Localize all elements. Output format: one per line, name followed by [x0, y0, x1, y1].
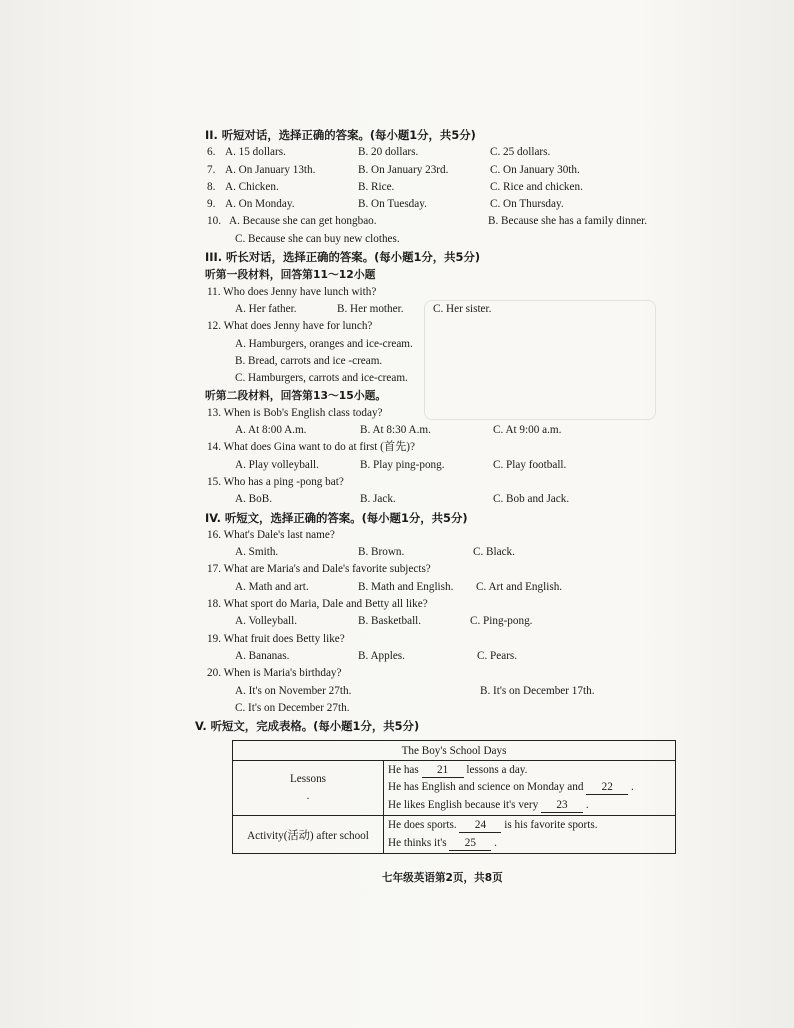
q13-option-a: A. At 8:00 A.m. [235, 424, 307, 437]
question-10-line-2 [205, 231, 675, 248]
q17-option-c: C. Art and English. [476, 580, 563, 593]
q9-option-b: B. On Tuesday. [358, 198, 427, 211]
q6-option-b: B. 20 dollars. [358, 146, 419, 159]
lessons-line-3: He likes English because it's very 23 . [388, 798, 589, 811]
q14-option-c: C. Play football. [493, 458, 567, 471]
q17-option-a: A. Math and art. [235, 580, 309, 593]
q18-option-b: B. Basketball. [358, 615, 422, 628]
table-row-activity [233, 816, 676, 854]
q12-option-c-row [205, 370, 675, 387]
table-row-lessons [233, 761, 676, 816]
lessons-label-cell [233, 761, 384, 816]
question-15-options [205, 491, 675, 508]
table-title: The Boy's School Days [233, 741, 676, 761]
question-8: 8. A. Chicken. B. Rice. C. Rice and chicken. [205, 179, 675, 196]
blank-25: 25 [449, 836, 491, 851]
listening-questions [195, 126, 675, 735]
q12-option-c: C. Hamburgers, carrots and ice-cream. [235, 372, 408, 385]
q14-option-b: B. Play ping-pong. [360, 458, 445, 471]
question-12-stem: 12. What does Jenny have for lunch? [207, 320, 373, 333]
q10-option-a: A. Because she can get hongbao. [229, 215, 377, 228]
q20-option-b: B. It's on December 17th. [480, 684, 595, 697]
section-3a-title: 听第一段材料，回答第11～12小题 [205, 268, 376, 282]
q15-option-b: B. Jack. [360, 493, 396, 506]
blank-22: 22 [586, 780, 628, 795]
blank-21: 21 [422, 763, 464, 778]
q8-option-a: A. Chicken. [225, 180, 279, 193]
question-13-options [205, 422, 675, 439]
section-3b-title: 听第二段材料，回答第13～15小题。 [205, 389, 387, 403]
question-16-options [205, 544, 675, 561]
question-17-options [205, 579, 675, 596]
q8-option-b: B. Rice. [358, 180, 395, 193]
question-11-options [205, 301, 675, 318]
question-14-stem: 14. What does Gina want to do at first (首先)? [207, 441, 415, 454]
activity-label: Activity(活动) after school [233, 816, 384, 854]
q10-option-c: C. Because she can buy new clothes. [235, 232, 400, 245]
question-11-stem: 11. Who does Jenny have lunch with? [207, 285, 377, 298]
question-19-options [205, 648, 675, 665]
q13-option-c: C. At 9:00 a.m. [493, 424, 562, 437]
question-18-stem: 18. What sport do Maria, Dale and Betty all like? [207, 598, 428, 611]
q9-option-c: C. On Thursday. [490, 198, 564, 211]
q7-option-b: B. On January 23rd. [358, 163, 449, 176]
question-20-stem: 20. When is Maria's birthday? [207, 667, 342, 680]
q11-option-a: A. Her father. [235, 302, 297, 315]
q10-option-b: B. Because she has a family dinner. [488, 215, 648, 228]
section-3-title: III. 听长对话，选择正确的答案。(每小题1分，共5分) [205, 250, 481, 265]
q16-option-a: A. Smith. [235, 546, 279, 559]
q15-option-a: A. BoB. [235, 493, 272, 506]
lessons-line-1: He has 21 lessons a day. [388, 764, 528, 776]
q7-option-a: A. On January 13th. [225, 163, 316, 176]
q15-option-c: C. Bob and Jack. [493, 493, 570, 506]
q6-option-c: C. 25 dollars. [490, 146, 551, 159]
q6-option-a: A. 15 dollars. [225, 146, 286, 159]
q9-option-a: A. On Monday. [225, 198, 295, 211]
q12-option-b: B. Bread, carrots and ice -cream. [235, 354, 383, 367]
question-20-options [205, 683, 675, 700]
question-16-stem: 16. What's Dale's last name? [207, 528, 335, 541]
q14-option-a: A. Play volleyball. [235, 458, 319, 471]
school-days-table [232, 740, 676, 854]
lessons-label: Lessons [289, 772, 327, 785]
q20-option-c: C. It's on December 27th. [235, 701, 350, 714]
q18-option-c: C. Ping-pong. [470, 615, 533, 628]
question-20-line-2 [205, 700, 675, 717]
q20-option-a: A. It's on November 27th. [235, 684, 352, 697]
section-4-title: IV. 听短文，选择正确的答案。(每小题1分，共5分) [205, 510, 468, 525]
q19-option-b: B. Apples. [358, 649, 405, 662]
q17-option-b: B. Math and English. [358, 580, 454, 593]
q8-option-c: C. Rice and chicken. [490, 180, 583, 193]
q16-option-b: B. Brown. [358, 546, 405, 559]
q12-option-b-row [205, 353, 675, 370]
q19-option-a: A. Bananas. [235, 649, 290, 662]
lessons-line-2: He has English and science on Monday and 22 . [388, 781, 634, 794]
lessons-dot: . [306, 790, 310, 803]
question-18-options [205, 613, 675, 630]
question-15-stem: 15. Who has a ping -pong bat? [207, 475, 344, 488]
q11-option-b: B. Her mother. [337, 302, 404, 315]
q13-option-b: B. At 8:30 A.m. [360, 424, 431, 437]
q7-option-c: C. On January 30th. [490, 163, 580, 176]
section-2-title: II. 听短对话，选择正确的答案。(每小题1分，共5分) [205, 128, 476, 142]
q16-option-c: C. Black. [473, 546, 515, 559]
q18-option-a: A. Volleyball. [235, 615, 298, 628]
q19-option-c: C. Pears. [477, 649, 518, 662]
question-19-stem: 19. What fruit does Betty like? [207, 632, 345, 645]
q12-option-a-row [205, 336, 675, 353]
blank-23: 23 [541, 798, 583, 813]
activity-line-1: He does sports. 24 is his favorite sports. [388, 819, 598, 832]
activity-line-2: He thinks it's 25 . [388, 836, 497, 849]
question-14-options [205, 457, 675, 474]
question-6: 6. A. 15 dollars. B. 20 dollars. C. 25 dollars. [205, 144, 675, 161]
question-10: 10. A. Because she can get hongbao. B. Because she has a family dinner. [205, 213, 675, 230]
q12-option-a: A. Hamburgers, oranges and ice-cream. [235, 337, 413, 350]
question-9: 9. A. On Monday. B. On Tuesday. C. On Thursday. [205, 196, 675, 213]
page-footer: 七年级英语第2页，共8页 [382, 872, 503, 884]
question-17-stem: 17. What are Maria's and Dale's favorite subjects? [207, 563, 431, 576]
question-7: 7. A. On January 13th. B. On January 23rd. C. On January 30th. [205, 162, 675, 179]
activity-sentences [384, 816, 676, 854]
lessons-sentences [384, 761, 676, 816]
section-5-title: V. 听短文，完成表格。(每小题1分，共5分) [195, 719, 420, 734]
q11-option-c: C. Her sister. [433, 302, 492, 315]
question-13-stem: 13. When is Bob's English class today? [207, 406, 383, 419]
blank-24: 24 [459, 818, 501, 833]
